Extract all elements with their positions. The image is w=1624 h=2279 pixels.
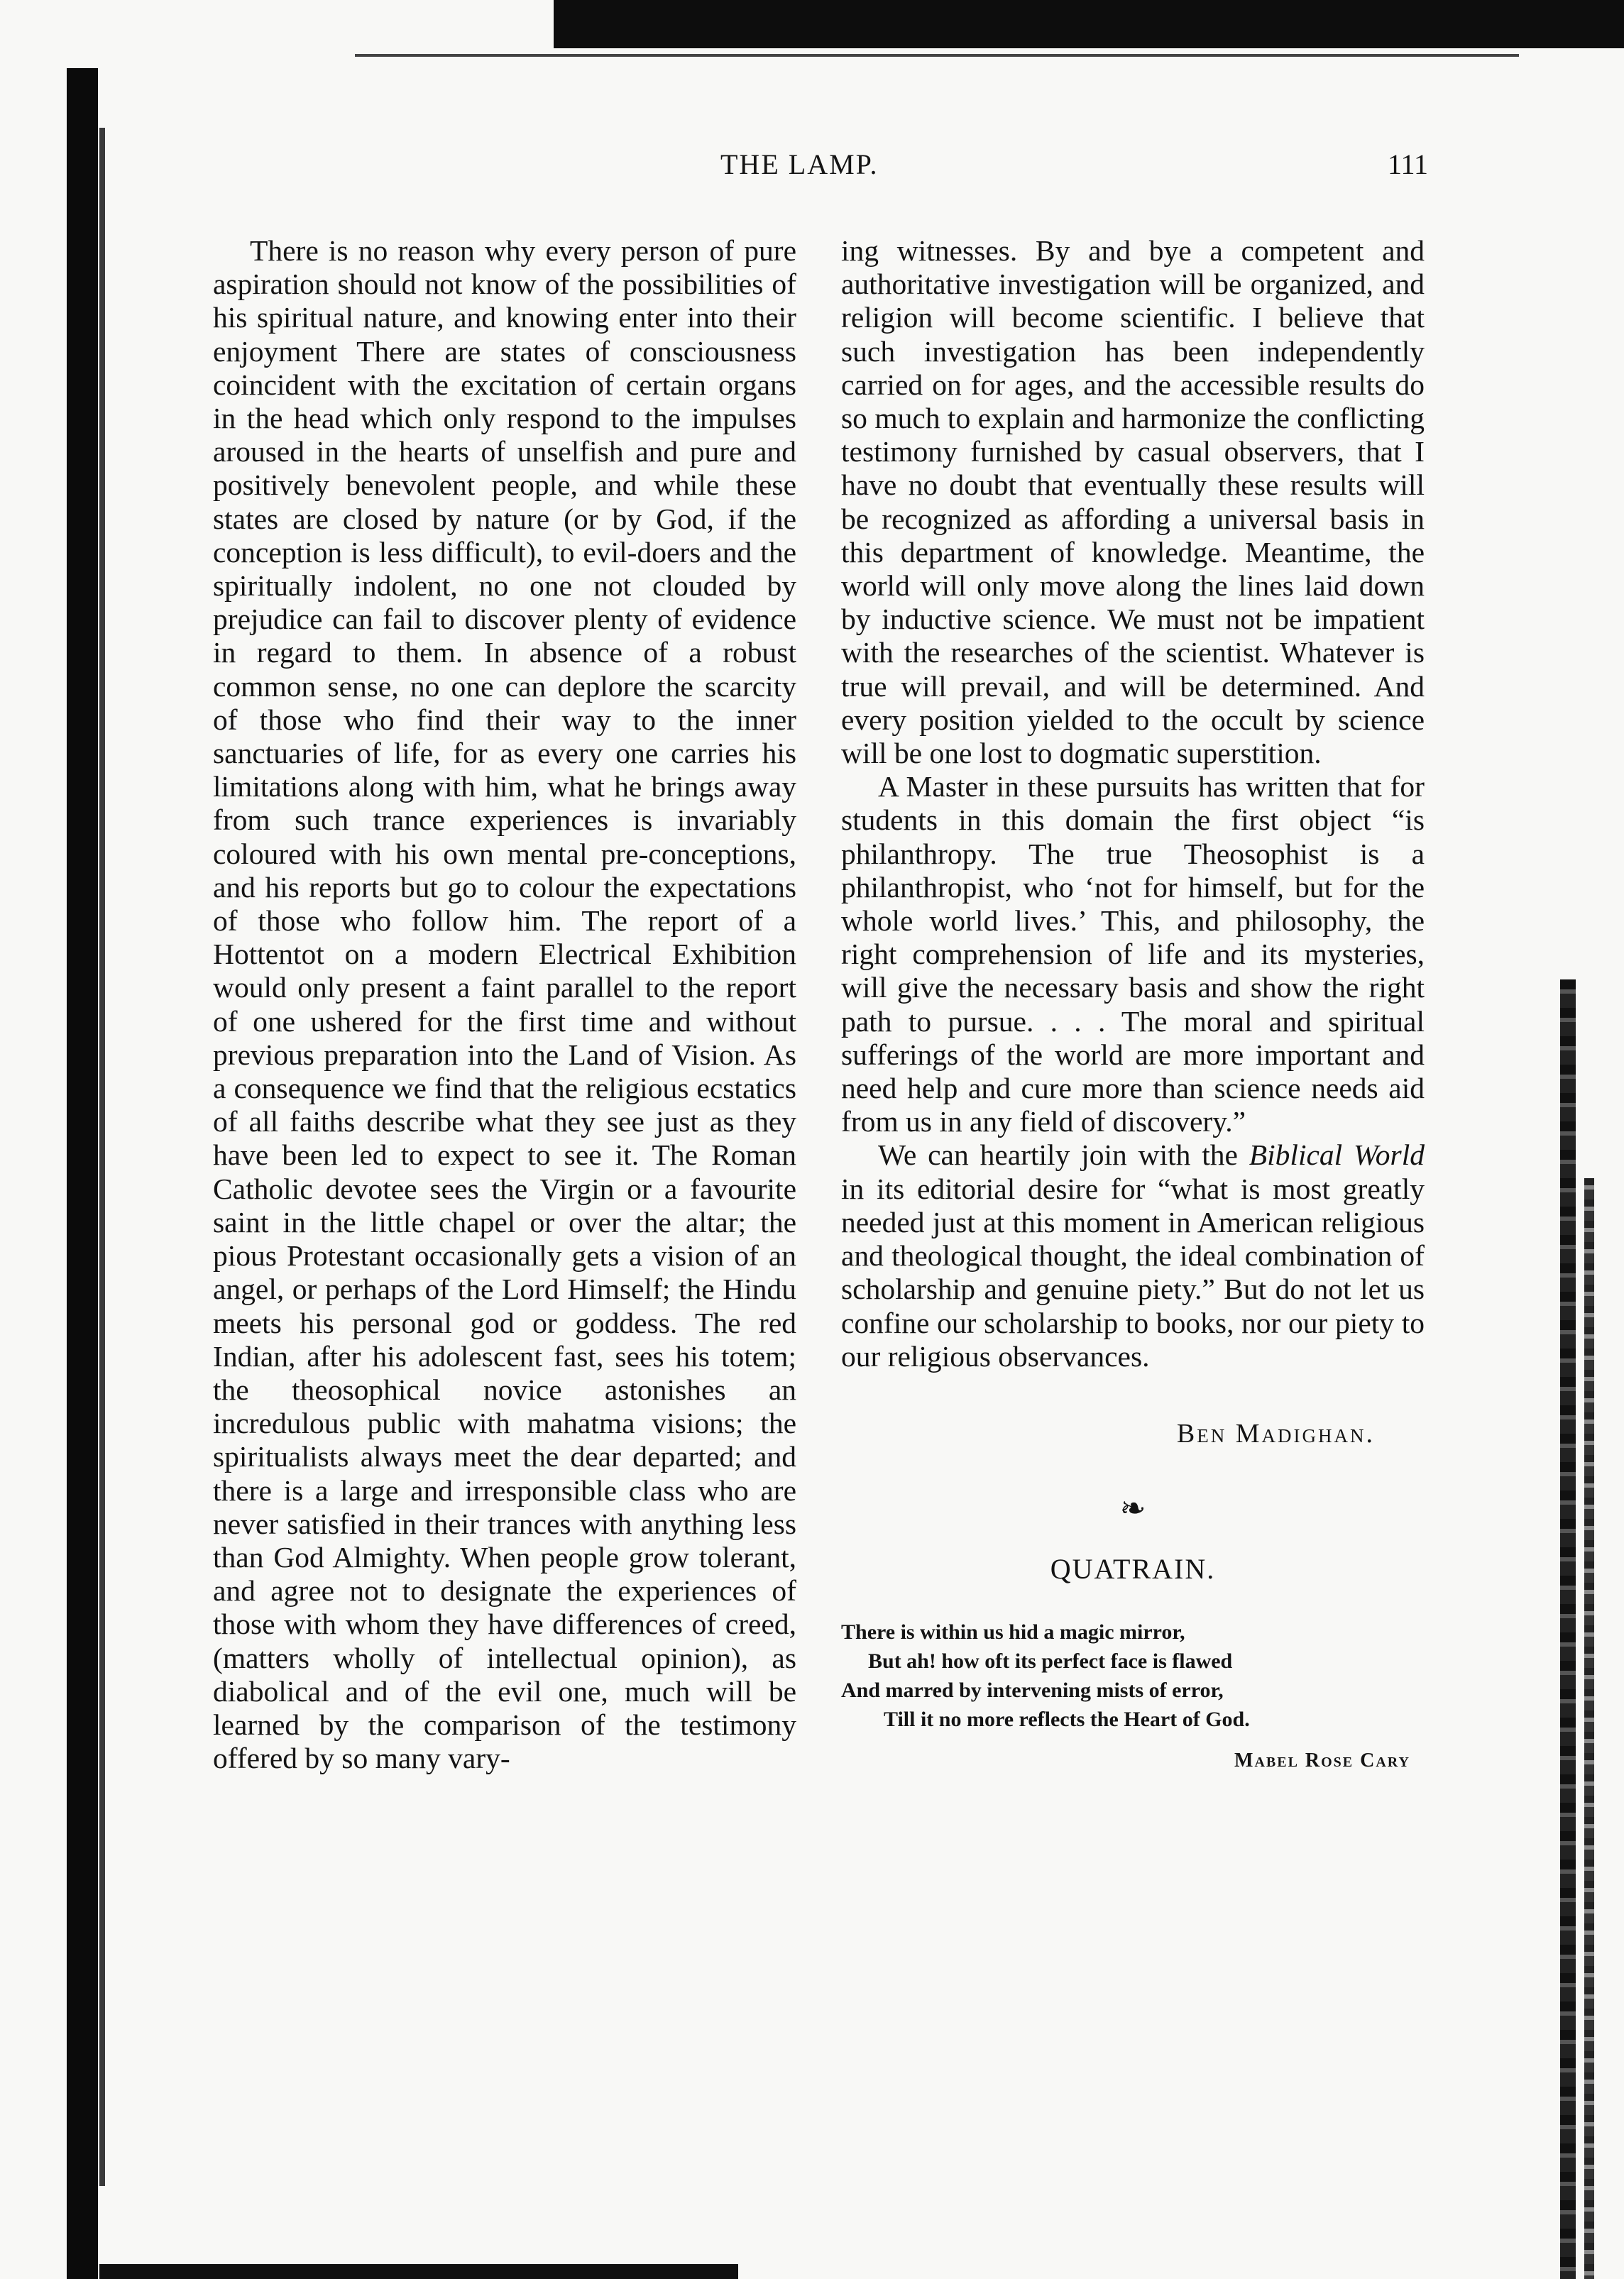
author-byline: Ben Madighan.: [1176, 1418, 1375, 1449]
poem: [841, 1618, 1425, 1734]
page-number: 111: [1388, 148, 1429, 180]
text-run: We can heartily join with the: [878, 1138, 1249, 1172]
scan-border-bottom: [99, 2264, 738, 2279]
scan-border-left: [67, 68, 98, 2279]
poem-line: There is within us hid a magic mirror,: [841, 1620, 1185, 1644]
body-paragraph: [841, 1138, 1425, 1373]
body-paragraph: There is no reason why every person of pure aspiration should not know of the possibilities of his spiritual nature, and knowing enter into their enjoyment There are states of consciousness coincident with the excitation of certain organs in the head which only respond to the impulses aroused in the hearts of unselfish and pure and positively benevolent people, and while these states are closed by nature (or by God, if the conception is less difficult), to evil-doers and the spiritually indolent, no one not clouded by prejudice can fail to discover plenty of evidence in regard to them. In absence of a robust common sense, no one can deplore the scarcity of those who find their way to the inner sanctuaries of life, for as every one carries his limitations along with him, what he brings away from such trance experiences is invariably coloured with his own mental pre-conceptions, and his reports but go to colour the expectations of those who follow him. The report of a Hottentot on a modern Electrical Exhibition would only present a faint parallel to the report of one ushered for the first time and without previous preparation into the Land of Vision. As a consequence we find that the religious ecstatics of all faiths describe what they see just as they have been led to expect to see it. The Roman Catholic devotee sees the Virgin or a favourite saint in the little chapel or over the altar; the pious Protestant occasionally gets a vision of an angel, or perhaps of the Lord Himself; the Hindu meets his personal god or goddess. The red Indian, after his adolescent fast, sees his totem; the theosophical novice astonishes an incredulous public with mahatma visions; the spiritualists always meet the dear departed; and there is a large and irresponsible class who are never satisfied in their trances with anything less than God Almighty. When people grow tolerant, and agree not to designate the experiences of those with whom they have differences of creed, (matters wholly of intellectual opinion), as diabolical and of the evil one, much will be learned by the comparison of the testimony offered by so many vary-: [213, 234, 796, 1775]
poem-line: And marred by intervening mists of error,: [841, 1678, 1224, 1702]
body-paragraph-continuation: ing witnesses. By and bye a competent and authoritative investigation will be organized, and religion will become scientific. I believe that such investigation has been independently carried on for ages, and the accessible results do so much to explain and harmonize the conflicting testimony furnished by casual observers, that I have no doubt that eventually these results will be recognized as affording a universal basis in this department of knowledge. Meantime, the world will only move along the lines laid down by inductive science. We must not be impatient with the researches of the scientist. Whatever is true will prevail, and will be determined. And every position yielded to the occult by science will be one lost to dogmatic superstition.: [841, 234, 1425, 770]
scan-rule-top: [355, 54, 1519, 57]
poem-title: QUATRAIN.: [1050, 1553, 1216, 1586]
scan-border-right: [1560, 979, 1576, 2279]
fleuron-ornament: ❧: [1119, 1491, 1146, 1527]
right-column: [841, 234, 1425, 1777]
body-paragraph: A Master in these pursuits has written that for students in this domain the first object “is philanthropy. The true Theosophist is a philanthropist, who ‘not for himself, but for the whole world lives.’ This, and philosophy, the right comprehension of life and its mysteries, will give the necessary basis and show the right path to pursue. . . . The moral and spiritual sufferings of the world are more important and need help and cure more than science needs aid from us in any field of discovery.”: [841, 770, 1425, 1138]
publication-title: Biblical World: [1249, 1138, 1425, 1172]
running-header: [0, 148, 1624, 190]
scan-border-top: [554, 0, 1624, 48]
poem-line: Till it no more reflects the Heart of God.: [884, 1707, 1250, 1731]
poem-line: But ah! how oft its perfect face is flawed: [868, 1649, 1233, 1673]
scan-shadow-left: [99, 128, 105, 2186]
poem-author: Mabel Rose Cary: [1234, 1749, 1410, 1772]
text-run: in its editorial desire for “what is most greatly needed just at this moment in American religious and theological thought, the ideal combination of scholarship and genuine piety.” But do not let us confine our scholarship to books, nor our piety to our religious observances.: [841, 1172, 1425, 1373]
scan-border-right-outer: [1584, 1178, 1594, 2279]
running-title: THE LAMP.: [720, 148, 879, 180]
left-column: [213, 234, 796, 1775]
